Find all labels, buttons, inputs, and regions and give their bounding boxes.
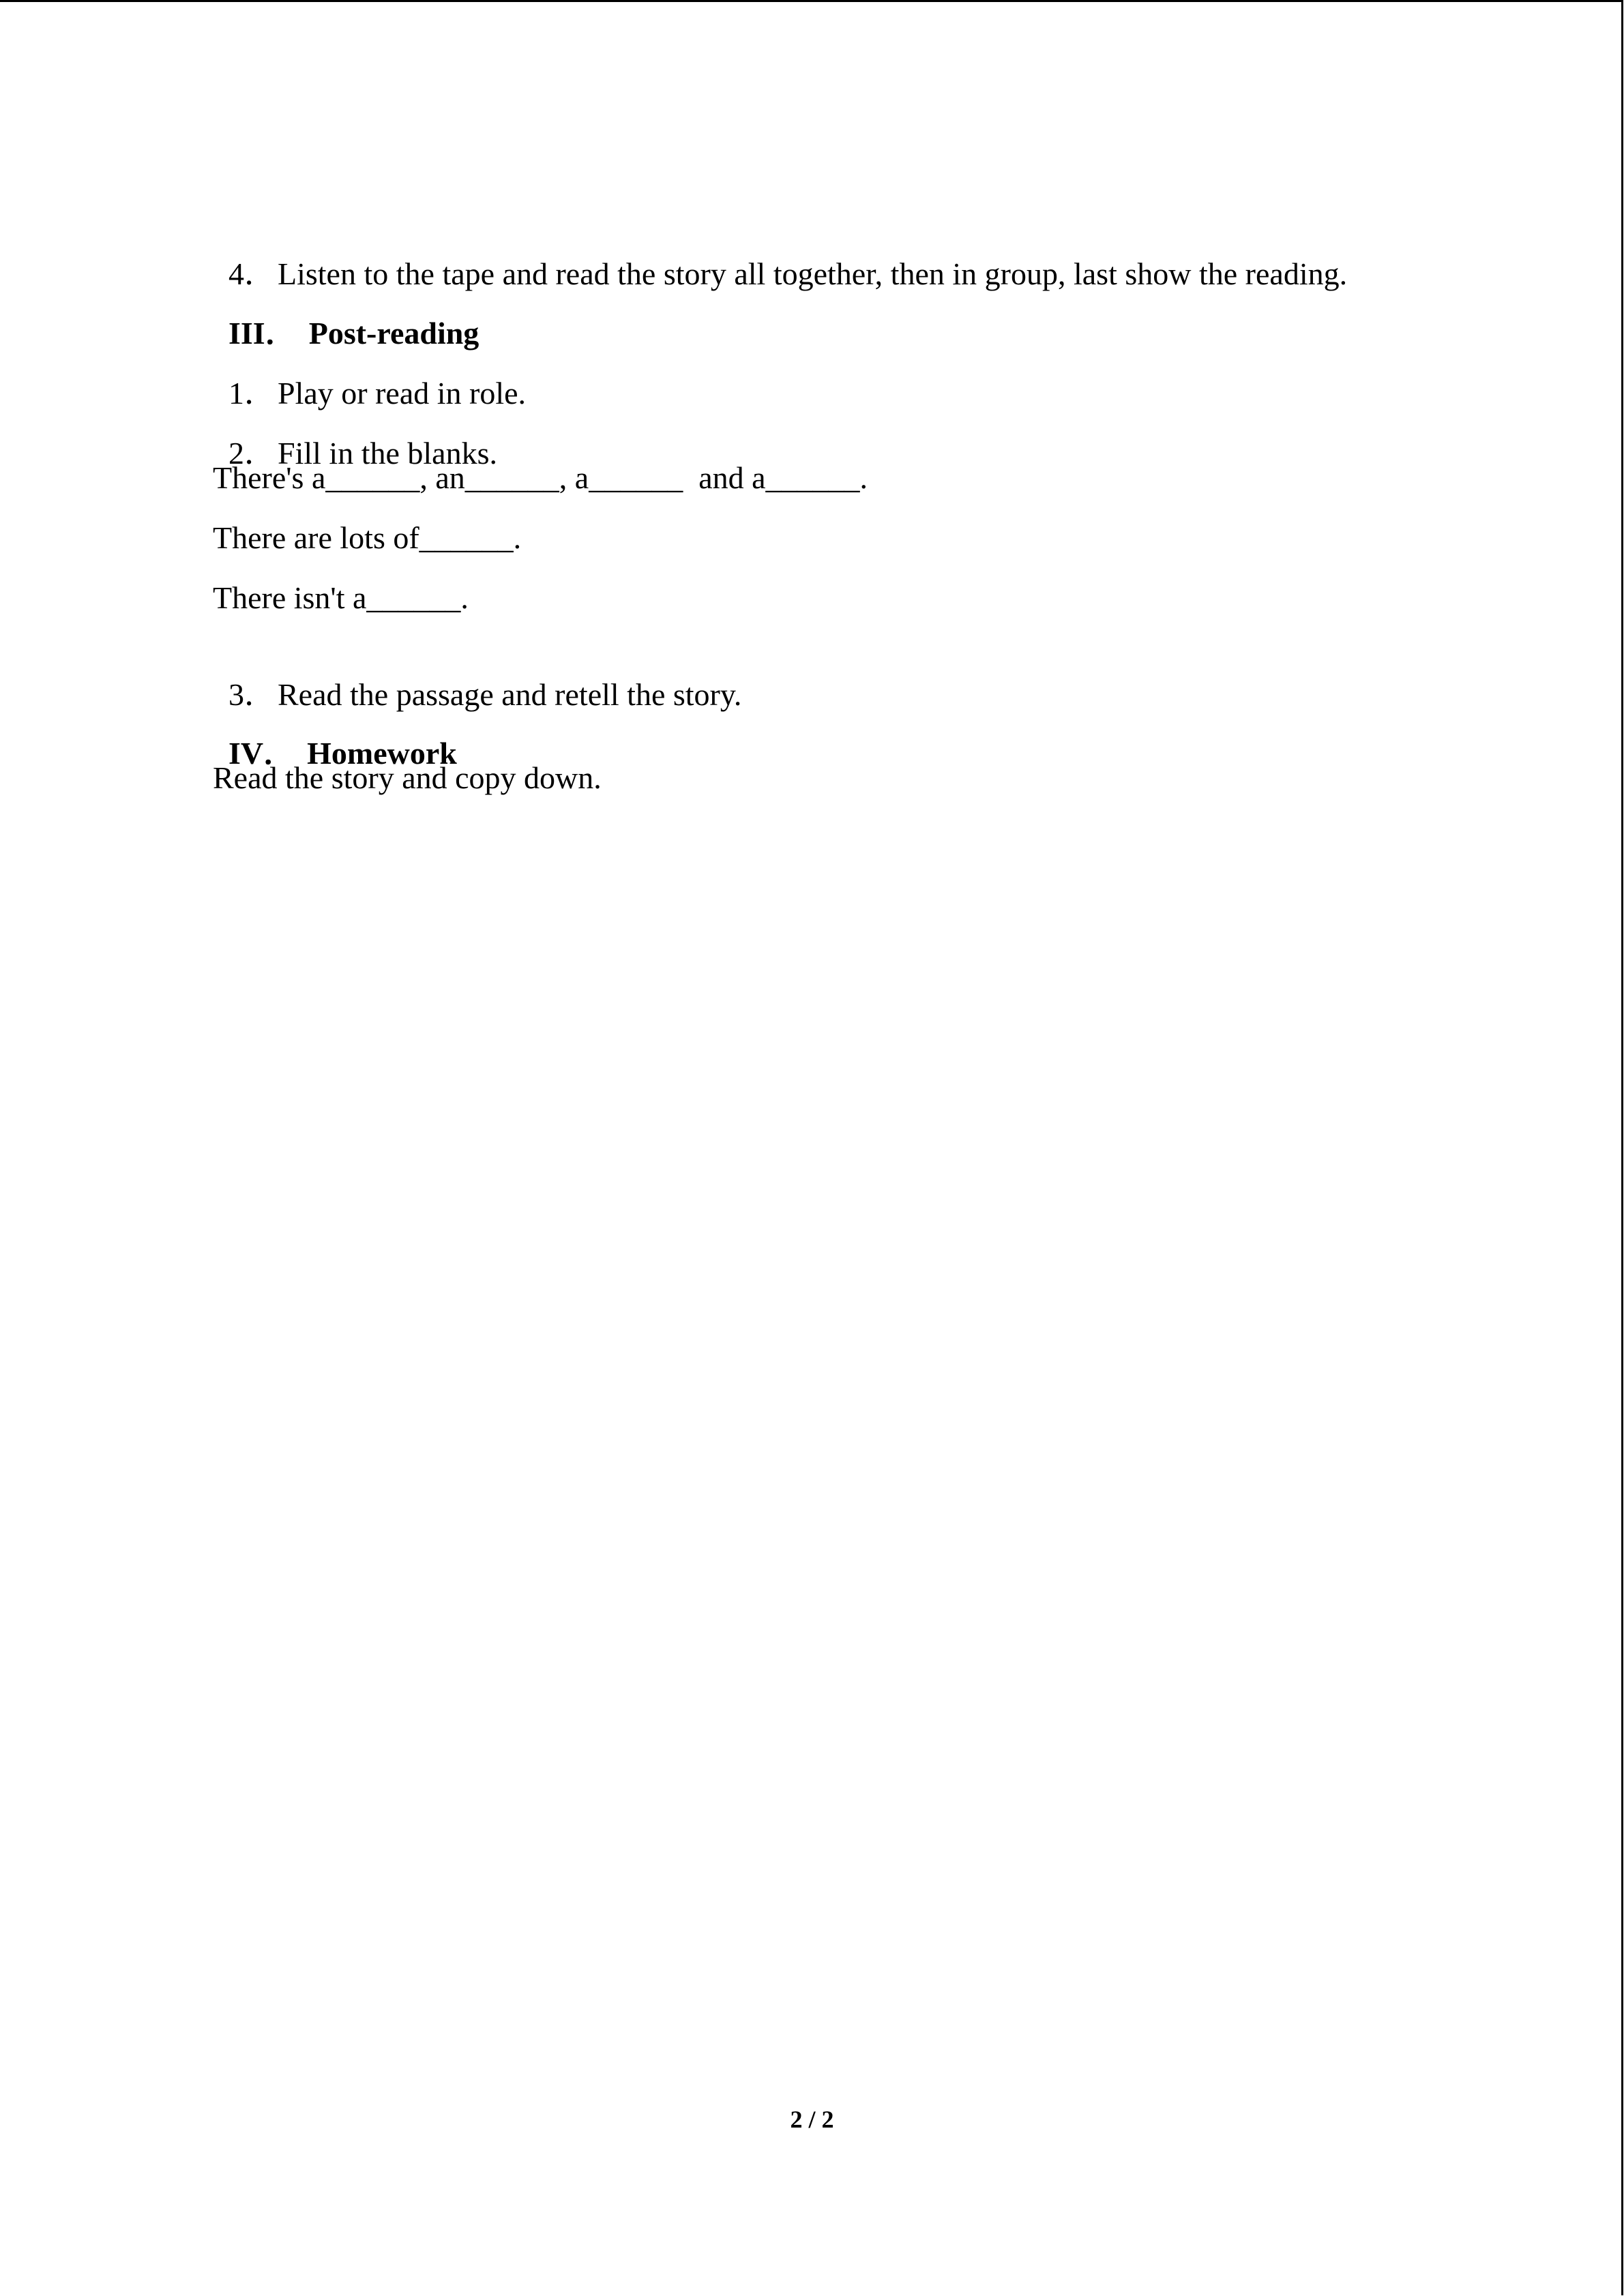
item-3-text: Read the passage and retell the story. <box>278 677 742 712</box>
item-2-number: 2． <box>228 436 276 471</box>
step-4-text: Listen to the tape and read the story all together, then in group, last show the reading. <box>278 256 1348 291</box>
homework-text: Read the story and copy down. <box>213 760 602 795</box>
section-3-title: Post-reading <box>308 316 479 351</box>
section-4-numeral: IV． <box>228 736 295 771</box>
item-2-text: Fill in the blanks. <box>278 436 497 471</box>
page-number: 2 / 2 <box>790 2106 834 2133</box>
item-1-text: Play or read in role. <box>278 376 527 411</box>
section-4-title: Homework <box>307 736 457 771</box>
fill-blank-line-3: There isn't a______. <box>213 580 469 615</box>
section-3-numeral: III． <box>228 316 297 351</box>
fill-blank-line-2: There are lots of______. <box>213 520 522 555</box>
fill-blank-line-1: There's a______, an______, a______ and a______. <box>213 460 868 495</box>
step-4-number: 4． <box>228 256 276 291</box>
item-1-number: 1． <box>228 376 276 411</box>
item-3-number: 3． <box>228 677 276 712</box>
